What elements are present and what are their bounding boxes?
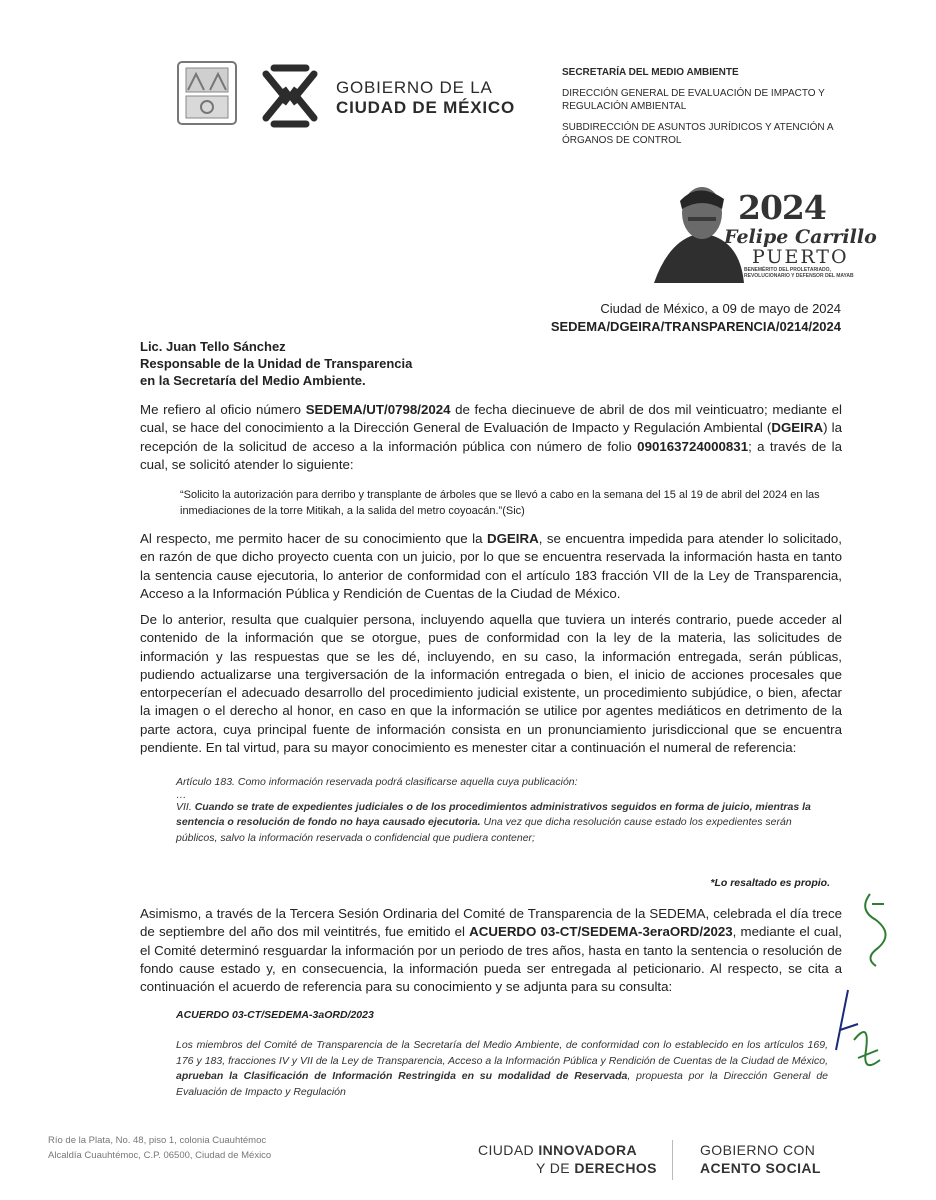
footer-address-line1: Río de la Plata, No. 48, piso 1, colonia Cuauhtémoc: [48, 1135, 267, 1146]
gov-title-line2: CIUDAD DE MÉXICO: [336, 98, 516, 117]
year-name-line2: PUERTO: [752, 246, 849, 268]
acuerdo-text-a: Los miembros del Comité de Transparencia de la Secretaría del Medio Ambiente, de conformidad con lo establecido en los artículos 169, 176 y 183, fracciones IV y VII de la Ley de Transparencia, Acceso a la Información Pública y Rendición de Cuentas de la Ciudad de México,: [176, 1039, 828, 1067]
year-subtitle: BENEMÉRITO DEL PROLETARIADO, REVOLUCIONARIO Y DEFENSOR DEL MAYAB: [744, 267, 854, 279]
law-vii-rest: Una vez que dicha resolución cause estado los expedientes serán públicos, salvo la información reservada o confidencial que pudiera contener;: [176, 816, 792, 844]
law-excerpt: [176, 775, 828, 846]
slogan1-innovadora: INNOVADORA: [538, 1142, 637, 1158]
footer-slogan-line1: [478, 1141, 637, 1159]
footer-address: [48, 1133, 271, 1163]
p1-text-a: Me refiero al oficio número: [140, 402, 306, 417]
law-fraction-vii: [176, 800, 828, 847]
direccion-name: DIRECCIÓN GENERAL DE EVALUACIÓN DE IMPACTO Y REGULACIÓN AMBIENTAL: [562, 88, 825, 112]
addressee-role2: en la Secretaría del Medio Ambiente.: [140, 373, 366, 388]
paragraph-1: [140, 401, 842, 474]
p4-text-a: Asimismo, a través de la Tercera Sesión Ordinaria del Comité de Transparencia de la SEDEMA, celebrada el día trece de septiembre del año dos mil veintitrés, fue emitido el: [140, 906, 842, 940]
subdireccion-name: SUBDIRECCIÓN DE ASUNTOS JURÍDICOS Y ATENCIÓN A ÓRGANOS DE CONTROL: [562, 122, 833, 146]
law-ellipsis: …: [176, 788, 187, 801]
request-quote: “Solicito la autorización para derribo y transplante de árboles que se llevó a cabo en la semana del 15 al 19 de abril del 2024 en las inmediaciones de la torre Mitikah, a la salida del metro coyoacán.”(Sic): [180, 489, 820, 517]
gov-title-line1: GOBIERNO DE LA: [336, 78, 493, 97]
cdmx-shield-logo: [176, 60, 238, 126]
paragraph-3: De lo anterior, resulta que cualquier persona, incluyendo aquella que tuviera un interés contrario, puede acceder al contenido de la información que se otorgue, pues de conformidad con la ley de la materia, las solicitudes de información y las respuestas que se les dé, incluyendo, en su caso, la información entregada, serán públicas, pudiendo actualizarse una tergiversación de la información entregada o bien, el inicio de acciones procesales que entorpecerían el adecuado desarrollo del procedimiento judicial existente, un procedimiento subjúdice, o bien, afectar la imagen o el derecho al honor, en caso en que la información se utilice por agentes mediáticos en detrimento de la parte actora, cuya principal fuente de información consista en un pronunciamiento jurisdiccional que se encuentra pendiente. En tal virtud, para su mayor conocimiento es menester citar a continuación el numeral de referencia:: [140, 612, 842, 756]
acuerdo-text-c: , propuesta por la Dirección General de Evaluación de Impacto y Regulación: [176, 1070, 828, 1098]
slogan1-y-de: Y DE: [536, 1160, 575, 1176]
p1-text-e: ) la recepción de la solicitud de acceso a la información pública con número de folio: [140, 420, 842, 454]
addressee-name: Lic. Juan Tello Sánchez: [140, 339, 286, 354]
paragraph-2: [140, 530, 842, 603]
letter-reference: SEDEMA/DGEIRA/TRANSPARENCIA/0214/2024: [550, 319, 841, 334]
p1-folio-number: 090163724000831: [637, 438, 749, 454]
p1-text-c: de fecha diecinueve de abril de dos mil veinticuatro; mediante el cual, se hace del conocimiento a la Dirección General de Evaluación de Impacto y Regulación Ambiental (: [140, 402, 843, 436]
acuerdo-title: ACUERDO 03-CT/SEDEMA-3aORD/2023: [176, 1009, 374, 1021]
addressee-block: [140, 338, 412, 389]
department-block: [562, 66, 862, 147]
emphasis-note: *Lo resaltado es propio.: [710, 877, 830, 889]
p4-text-c: , mediante el cual, el Comité determinó resguardar la información por un periodo de tres años, hasta en tanto la sentencia o resolución de fondo cause estado y, en consecuencia, la información pueda ser entregada al peticionario. Al respecto, se cita a continuación el acuerdo de referencia para su conocimiento y se adjunta para su consulta:: [140, 924, 842, 995]
acuerdo-emphasis: aprueban la Clasificación de Información Restringida en su modalidad de Reservada: [176, 1070, 628, 1083]
law-vii-emphasis: Cuando se trate de expedientes judiciales o de los procedimientos administrativos seguidos en forma de juicio, mientras la sentencia o resolución de fondo no haya causado ejecutoria.: [176, 800, 811, 829]
footer-divider: [672, 1140, 673, 1180]
addressee-role1: Responsable de la Unidad de Transparencia: [140, 356, 413, 371]
footer-address-line2: Alcaldía Cuauhtémoc, C.P. 06500, Ciudad de México: [48, 1150, 272, 1161]
p1-dgeira: DGEIRA: [771, 420, 824, 436]
p2-text-a: Al respecto, me permito hacer de su conocimiento que la: [140, 531, 487, 546]
slogan1-ciudad: CIUDAD: [478, 1142, 539, 1158]
year-name-line1: Felipe Carrillo: [724, 226, 877, 248]
law-intro: Artículo 183. Como información reservada podrá clasificarse aquella cuya publicación:: [176, 776, 578, 788]
law-vii-label: VII.: [176, 800, 195, 813]
p1-oficio-number: SEDEMA/UT/0798/2024: [305, 402, 451, 417]
p2-text-c: , se encuentra impedida para atender lo solicitado, en razón de que dicho proyecto cuenta con un juicio, por lo que se encuentra reservada la información hasta en tanto la sentencia cause ejecutoria, lo anterior de conformidad con el artículo 183 fracción VII de la Ley de Transparencia, Acceso a la Información Pública y Rendición de Cuentas de la Ciudad de México.: [140, 531, 843, 601]
acuerdo-text: [176, 1038, 828, 1100]
footer-slogan-line2: [536, 1159, 657, 1177]
p4-acuerdo: ACUERDO 03-CT/SEDEMA-3eraORD/2023: [469, 924, 733, 940]
footer-slogan2-line1: GOBIERNO CON: [700, 1142, 816, 1158]
government-title: [336, 78, 515, 118]
p2-dgeira: DGEIRA: [486, 531, 539, 546]
secretaria-name: SECRETARÍA DEL MEDIO AMBIENTE: [562, 67, 739, 78]
year-2024-badge: 2024: [738, 188, 826, 227]
letter-date: Ciudad de México, a 09 de mayo de 2024: [600, 301, 841, 316]
footer-slogan2-line2: ACENTO SOCIAL: [700, 1160, 821, 1176]
handwritten-initials-signature: [818, 890, 898, 1090]
cdmx-government-logo-icon: [254, 60, 326, 132]
paragraph-4: [140, 905, 842, 996]
slogan1-derechos: DERECHOS: [574, 1160, 657, 1176]
p1-text-g: ; a través de la cual, se solicitó atender lo siguiente:: [140, 438, 843, 472]
